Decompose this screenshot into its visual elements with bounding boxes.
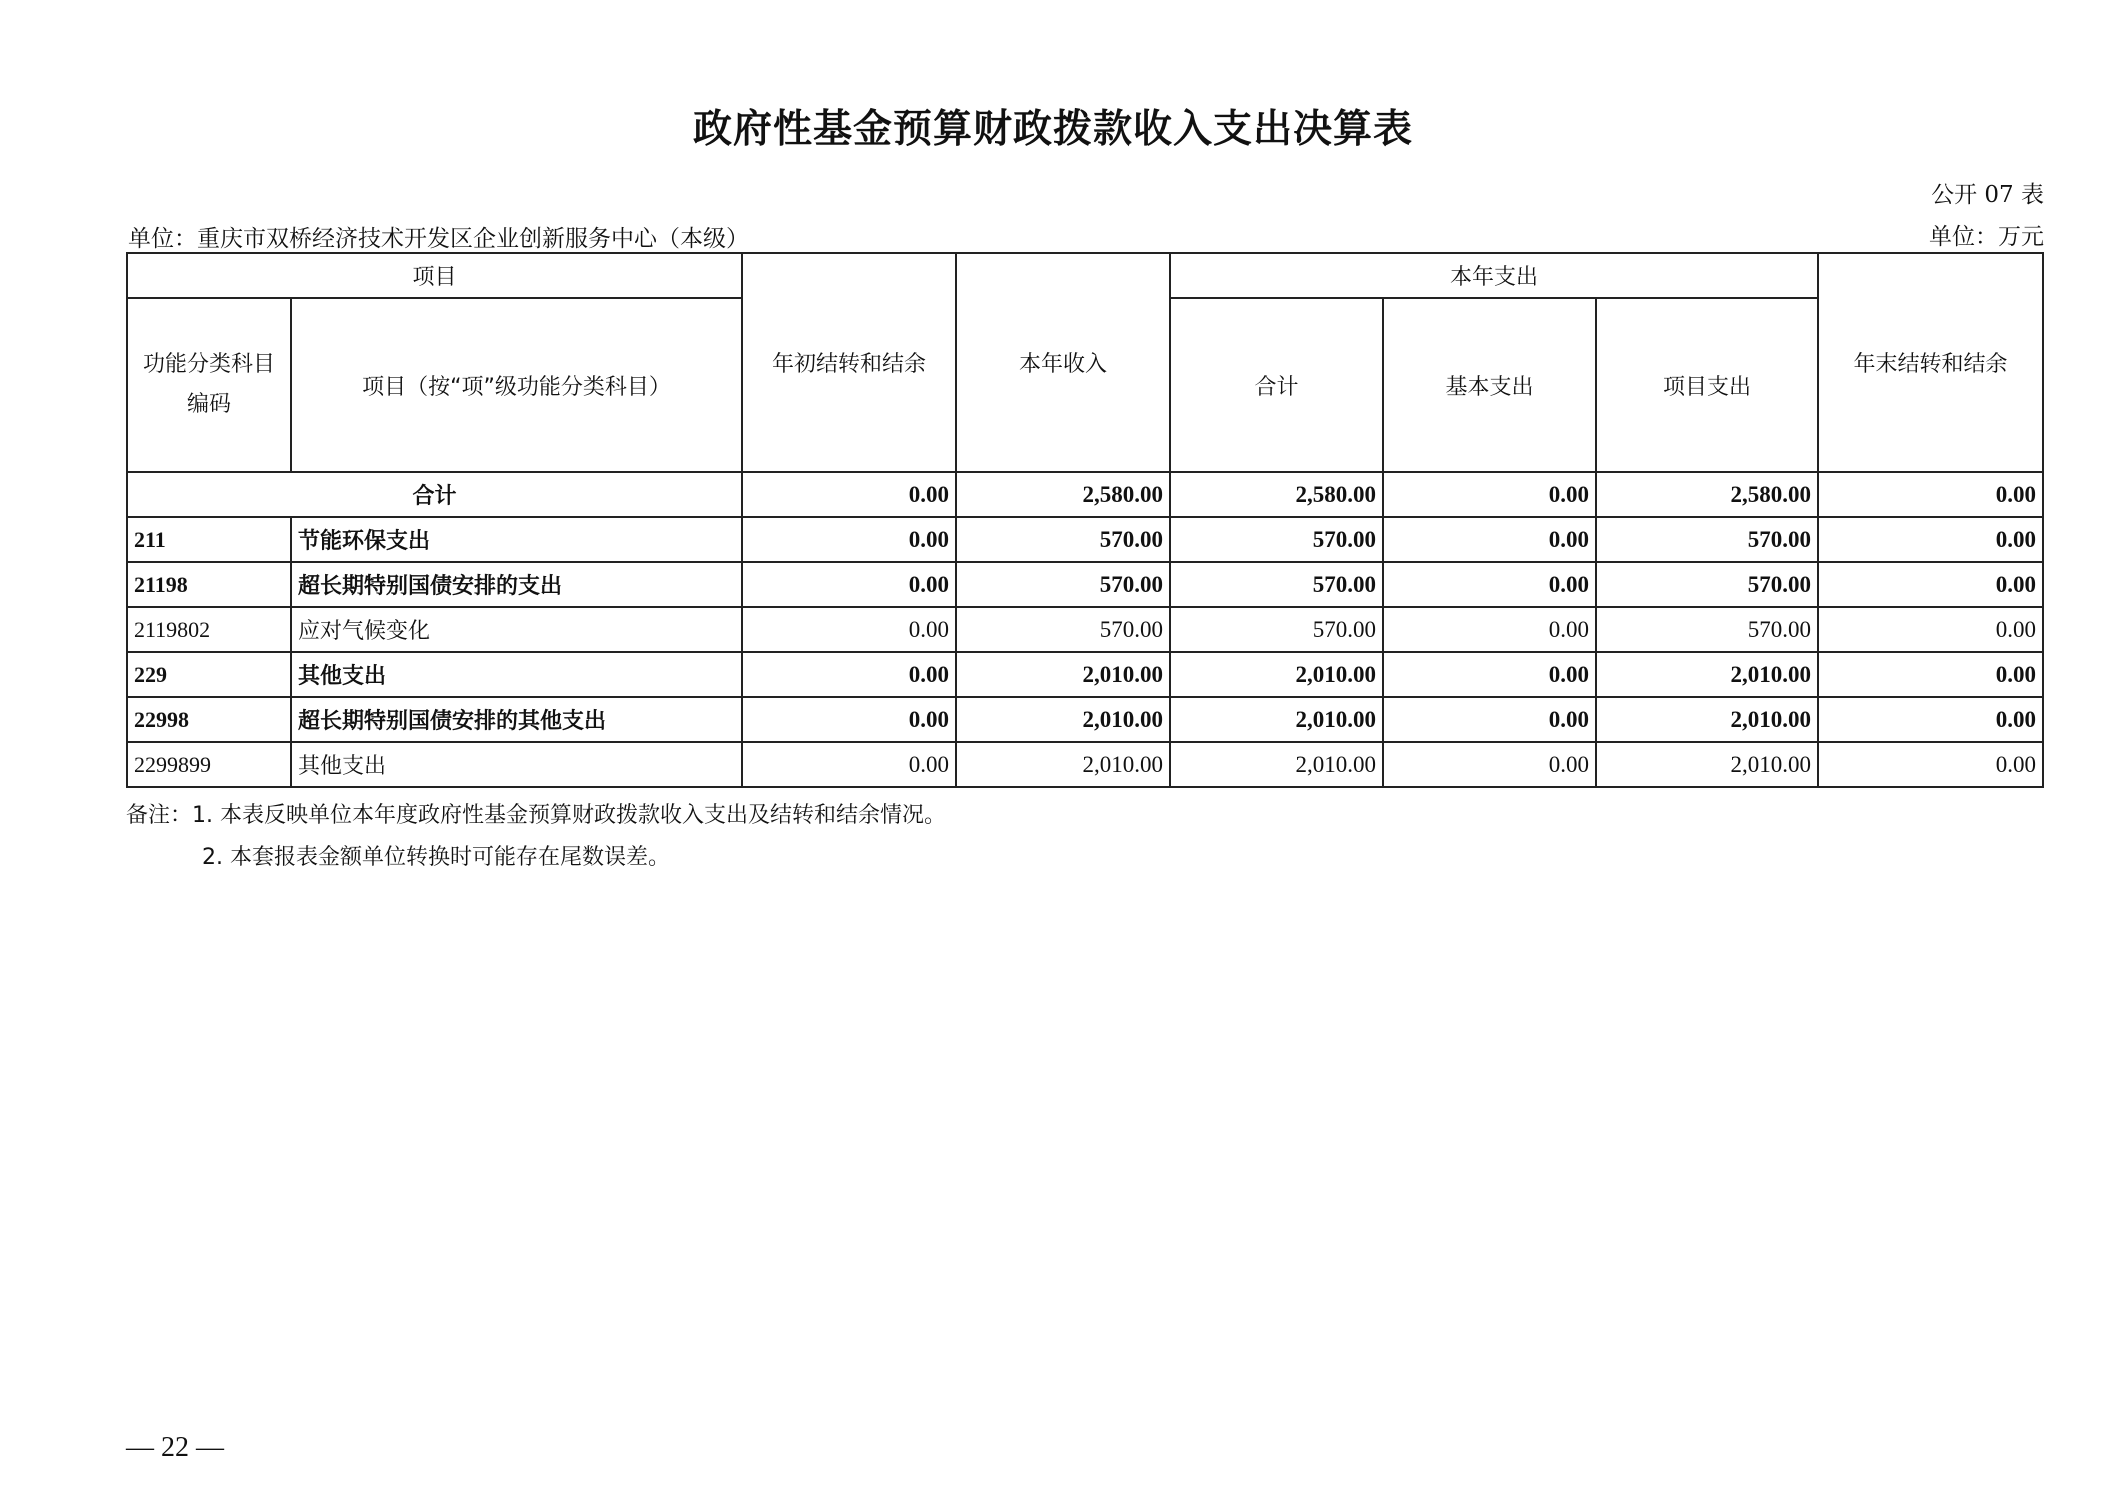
header-closing-balance: 年末结转和结余 [1818, 253, 2043, 472]
row-expense-total: 570.00 [1170, 562, 1383, 607]
row-expense-total: 2,010.00 [1170, 742, 1383, 787]
row-basic-expense: 0.00 [1383, 652, 1596, 697]
row-basic-expense: 0.00 [1383, 697, 1596, 742]
row-code: 229 [127, 652, 291, 697]
note-line-1: 备注：1. 本表反映单位本年度政府性基金预算财政拨款收入支出及结转和结余情况。 [126, 803, 946, 828]
row-name: 应对气候变化 [291, 607, 742, 652]
row-closing-balance: 0.00 [1818, 697, 2043, 742]
header-code: 功能分类科目编码 [127, 298, 291, 472]
row-code: 21198 [127, 562, 291, 607]
table-row [127, 517, 2043, 562]
total-project-expense: 2,580.00 [1596, 472, 1818, 517]
row-expense-total: 570.00 [1170, 517, 1383, 562]
row-current-income: 2,010.00 [956, 742, 1170, 787]
row-opening-balance: 0.00 [742, 607, 956, 652]
row-project-expense: 570.00 [1596, 607, 1818, 652]
row-project-expense: 2,010.00 [1596, 742, 1818, 787]
row-code: 2299899 [127, 742, 291, 787]
row-expense-total: 570.00 [1170, 607, 1383, 652]
reporting-unit: 单位：重庆市双桥经济技术开发区企业创新服务中心（本级） [128, 226, 749, 252]
total-row [127, 472, 2043, 517]
row-opening-balance: 0.00 [742, 697, 956, 742]
row-opening-balance: 0.00 [742, 517, 956, 562]
notes-section [126, 795, 946, 879]
page-number: — 22 — [126, 1432, 224, 1463]
row-basic-expense: 0.00 [1383, 562, 1596, 607]
row-basic-expense: 0.00 [1383, 607, 1596, 652]
total-opening-balance: 0.00 [742, 472, 956, 517]
row-closing-balance: 0.00 [1818, 607, 2043, 652]
budget-table [126, 252, 2044, 788]
row-name: 其他支出 [291, 652, 742, 697]
form-number: 公开 07 表 [1931, 182, 2044, 208]
row-name: 超长期特别国债安排的支出 [291, 562, 742, 607]
total-expense-total: 2,580.00 [1170, 472, 1383, 517]
document-title: 政府性基金预算财政拨款收入支出决算表 [692, 107, 1413, 152]
row-project-expense: 570.00 [1596, 562, 1818, 607]
row-name: 超长期特别国债安排的其他支出 [291, 697, 742, 742]
currency-unit: 单位：万元 [1929, 224, 2044, 250]
table-row [127, 697, 2043, 742]
row-opening-balance: 0.00 [742, 652, 956, 697]
row-basic-expense: 0.00 [1383, 742, 1596, 787]
table-row [127, 652, 2043, 697]
header-basic-expense: 基本支出 [1383, 298, 1596, 472]
row-project-expense: 2,010.00 [1596, 697, 1818, 742]
row-opening-balance: 0.00 [742, 562, 956, 607]
row-current-income: 570.00 [956, 607, 1170, 652]
row-current-income: 2,010.00 [956, 697, 1170, 742]
row-current-income: 2,010.00 [956, 652, 1170, 697]
row-closing-balance: 0.00 [1818, 652, 2043, 697]
table-row [127, 607, 2043, 652]
row-opening-balance: 0.00 [742, 742, 956, 787]
row-closing-balance: 0.00 [1818, 742, 2043, 787]
total-closing-balance: 0.00 [1818, 472, 2043, 517]
row-expense-total: 2,010.00 [1170, 697, 1383, 742]
row-code: 2119802 [127, 607, 291, 652]
row-closing-balance: 0.00 [1818, 517, 2043, 562]
row-name: 其他支出 [291, 742, 742, 787]
row-project-expense: 570.00 [1596, 517, 1818, 562]
row-name: 节能环保支出 [291, 517, 742, 562]
header-expense-group: 本年支出 [1170, 253, 1818, 298]
row-code: 211 [127, 517, 291, 562]
row-basic-expense: 0.00 [1383, 517, 1596, 562]
row-code: 22998 [127, 697, 291, 742]
row-current-income: 570.00 [956, 517, 1170, 562]
row-current-income: 570.00 [956, 562, 1170, 607]
table-row [127, 742, 2043, 787]
row-expense-total: 2,010.00 [1170, 652, 1383, 697]
header-opening-balance: 年初结转和结余 [742, 253, 956, 472]
total-label: 合计 [127, 472, 742, 517]
header-project-expense: 项目支出 [1596, 298, 1818, 472]
table-row [127, 562, 2043, 607]
total-current-income: 2,580.00 [956, 472, 1170, 517]
header-item-group: 项目 [127, 253, 742, 298]
header-current-income: 本年收入 [956, 253, 1170, 472]
row-closing-balance: 0.00 [1818, 562, 2043, 607]
total-basic-expense: 0.00 [1383, 472, 1596, 517]
note-line-2: 2. 本套报表金额单位转换时可能存在尾数误差。 [202, 845, 670, 870]
header-expense-total: 合计 [1170, 298, 1383, 472]
header-item-name: 项目（按“项”级功能分类科目） [291, 298, 742, 472]
row-project-expense: 2,010.00 [1596, 652, 1818, 697]
table-header-row-top [127, 253, 2043, 298]
